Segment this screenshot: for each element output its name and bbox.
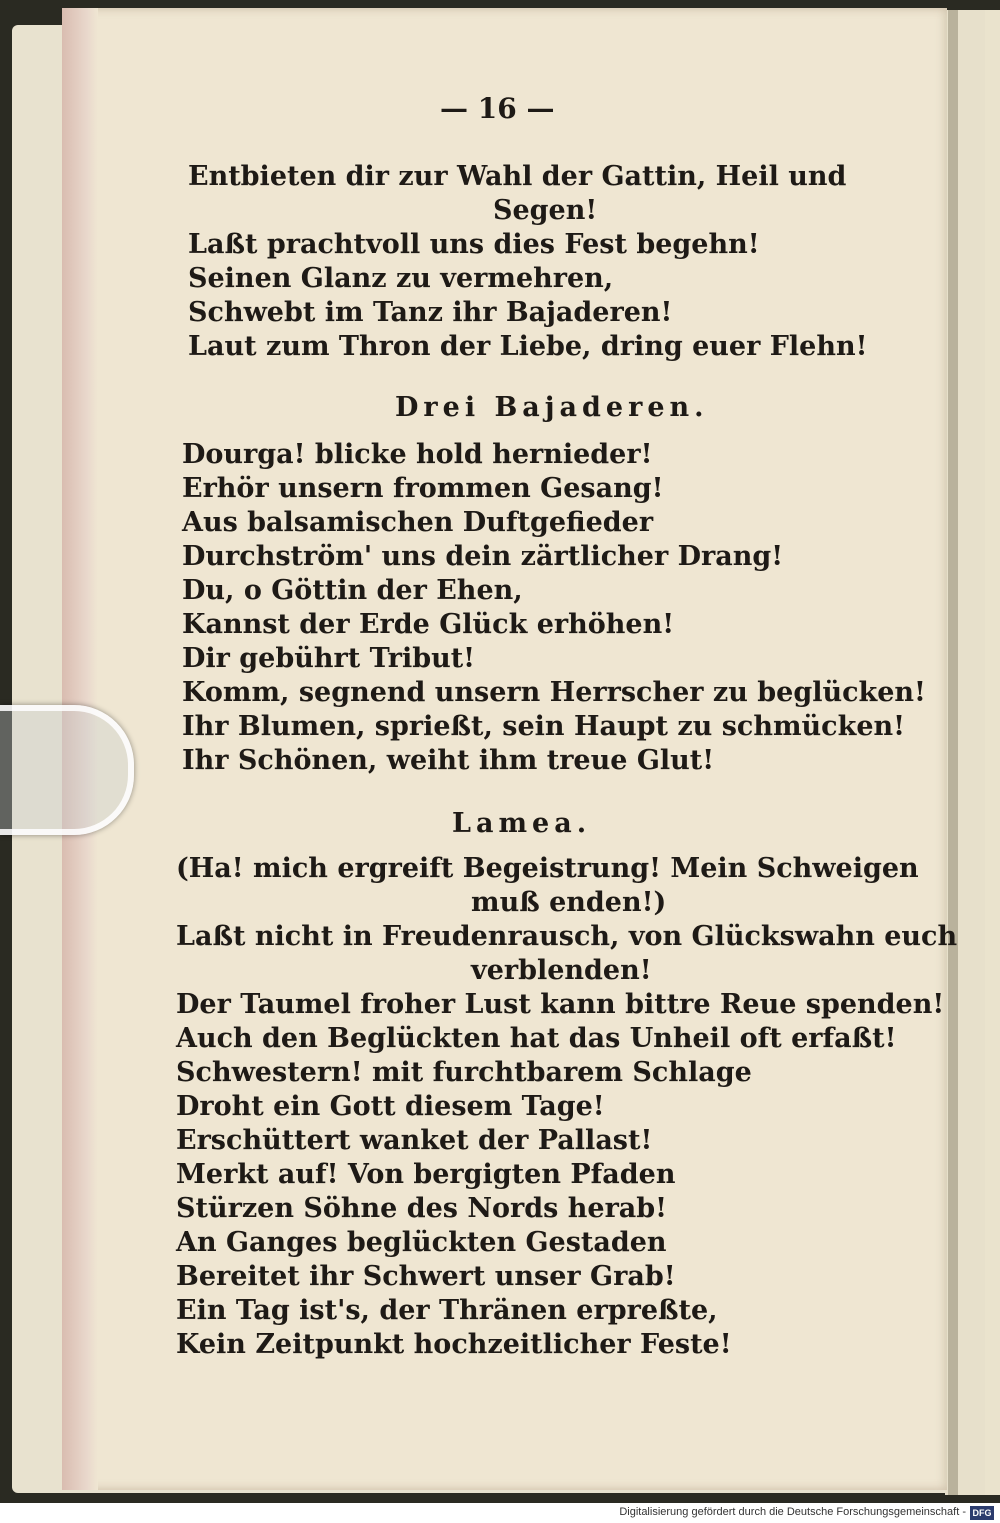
stanza-2 bbox=[182, 438, 926, 778]
verse-line: Schwestern! mit furchtbarem Schlage bbox=[176, 1057, 752, 1088]
verse-line: Bereitet ihr Schwert unser Grab! bbox=[176, 1261, 676, 1292]
verse-line: Laßt prachtvoll uns dies Fest begehn! bbox=[188, 229, 760, 260]
verse-line: Ihr Blumen, sprießt, sein Haupt zu schmücken! bbox=[182, 711, 905, 742]
verse-line: Kein Zeitpunkt hochzeitlicher Feste! bbox=[176, 1329, 732, 1360]
verse-line: Ein Tag ist's, der Thränen erpreßte, bbox=[176, 1295, 718, 1326]
verse-line: Aus balsamischen Duftgefieder bbox=[182, 507, 654, 538]
verse-line: Durchström' uns dein zärtlicher Drang! bbox=[182, 541, 784, 572]
footer-bar bbox=[0, 1503, 1000, 1523]
verse-line: (Ha! mich ergreift Begeistrung! Mein Schweigen bbox=[176, 853, 919, 884]
dfg-logo: DFG bbox=[970, 1506, 994, 1520]
page-clip bbox=[0, 705, 134, 835]
speaker-heading: Lamea. bbox=[452, 808, 592, 839]
verse-line: Komm, segnend unsern Herrscher zu beglücken! bbox=[182, 677, 926, 708]
verse-line: Entbieten dir zur Wahl der Gattin, Heil und bbox=[188, 161, 847, 192]
funding-notice: Digitalisierung gefördert durch die Deutsche Forschungsgemeinschaft - bbox=[619, 1506, 966, 1518]
verse-line: Kannst der Erde Glück erhöhen! bbox=[182, 609, 675, 640]
verse-line: muß enden!) bbox=[471, 887, 667, 918]
verse-line: Auch den Beglückten hat das Unheil oft erfaßt! bbox=[176, 1023, 897, 1054]
verse-line: Der Taumel froher Lust kann bittre Reue spenden! bbox=[176, 989, 945, 1020]
verse-line: Laßt nicht in Freudenrausch, von Glückswahn euch bbox=[176, 921, 958, 952]
verse-line: Erhör unsern frommen Gesang! bbox=[182, 473, 664, 504]
verse-line: verblenden! bbox=[471, 955, 652, 986]
verse-line: Segen! bbox=[493, 195, 598, 226]
speaker-heading: Drei Bajaderen. bbox=[395, 392, 709, 423]
verse-line: Droht ein Gott diesem Tage! bbox=[176, 1091, 605, 1122]
stanza-1 bbox=[188, 160, 867, 364]
verse-line: Laut zum Thron der Liebe, dring euer Flehn! bbox=[188, 331, 868, 362]
verse-line: Erschüttert wanket der Pallast! bbox=[176, 1125, 653, 1156]
verse-line: Schwebt im Tanz ihr Bajaderen! bbox=[188, 297, 673, 328]
verse-line: Seinen Glanz zu vermehren, bbox=[188, 263, 614, 294]
verse-line: Ihr Schönen, weiht ihm treue Glut! bbox=[182, 745, 715, 776]
verse-line: Merkt auf! Von bergigten Pfaden bbox=[176, 1159, 676, 1190]
page-number: — 16 — bbox=[440, 92, 555, 125]
verse-line: Dourga! blicke hold hernieder! bbox=[182, 439, 653, 470]
stanza-3 bbox=[176, 852, 957, 1362]
verse-line: Du, o Göttin der Ehen, bbox=[182, 575, 523, 606]
verse-line: Dir gebührt Tribut! bbox=[182, 643, 476, 674]
verse-line: An Ganges beglückten Gestaden bbox=[176, 1227, 667, 1258]
verse-line: Stürzen Söhne des Nords herab! bbox=[176, 1193, 668, 1224]
